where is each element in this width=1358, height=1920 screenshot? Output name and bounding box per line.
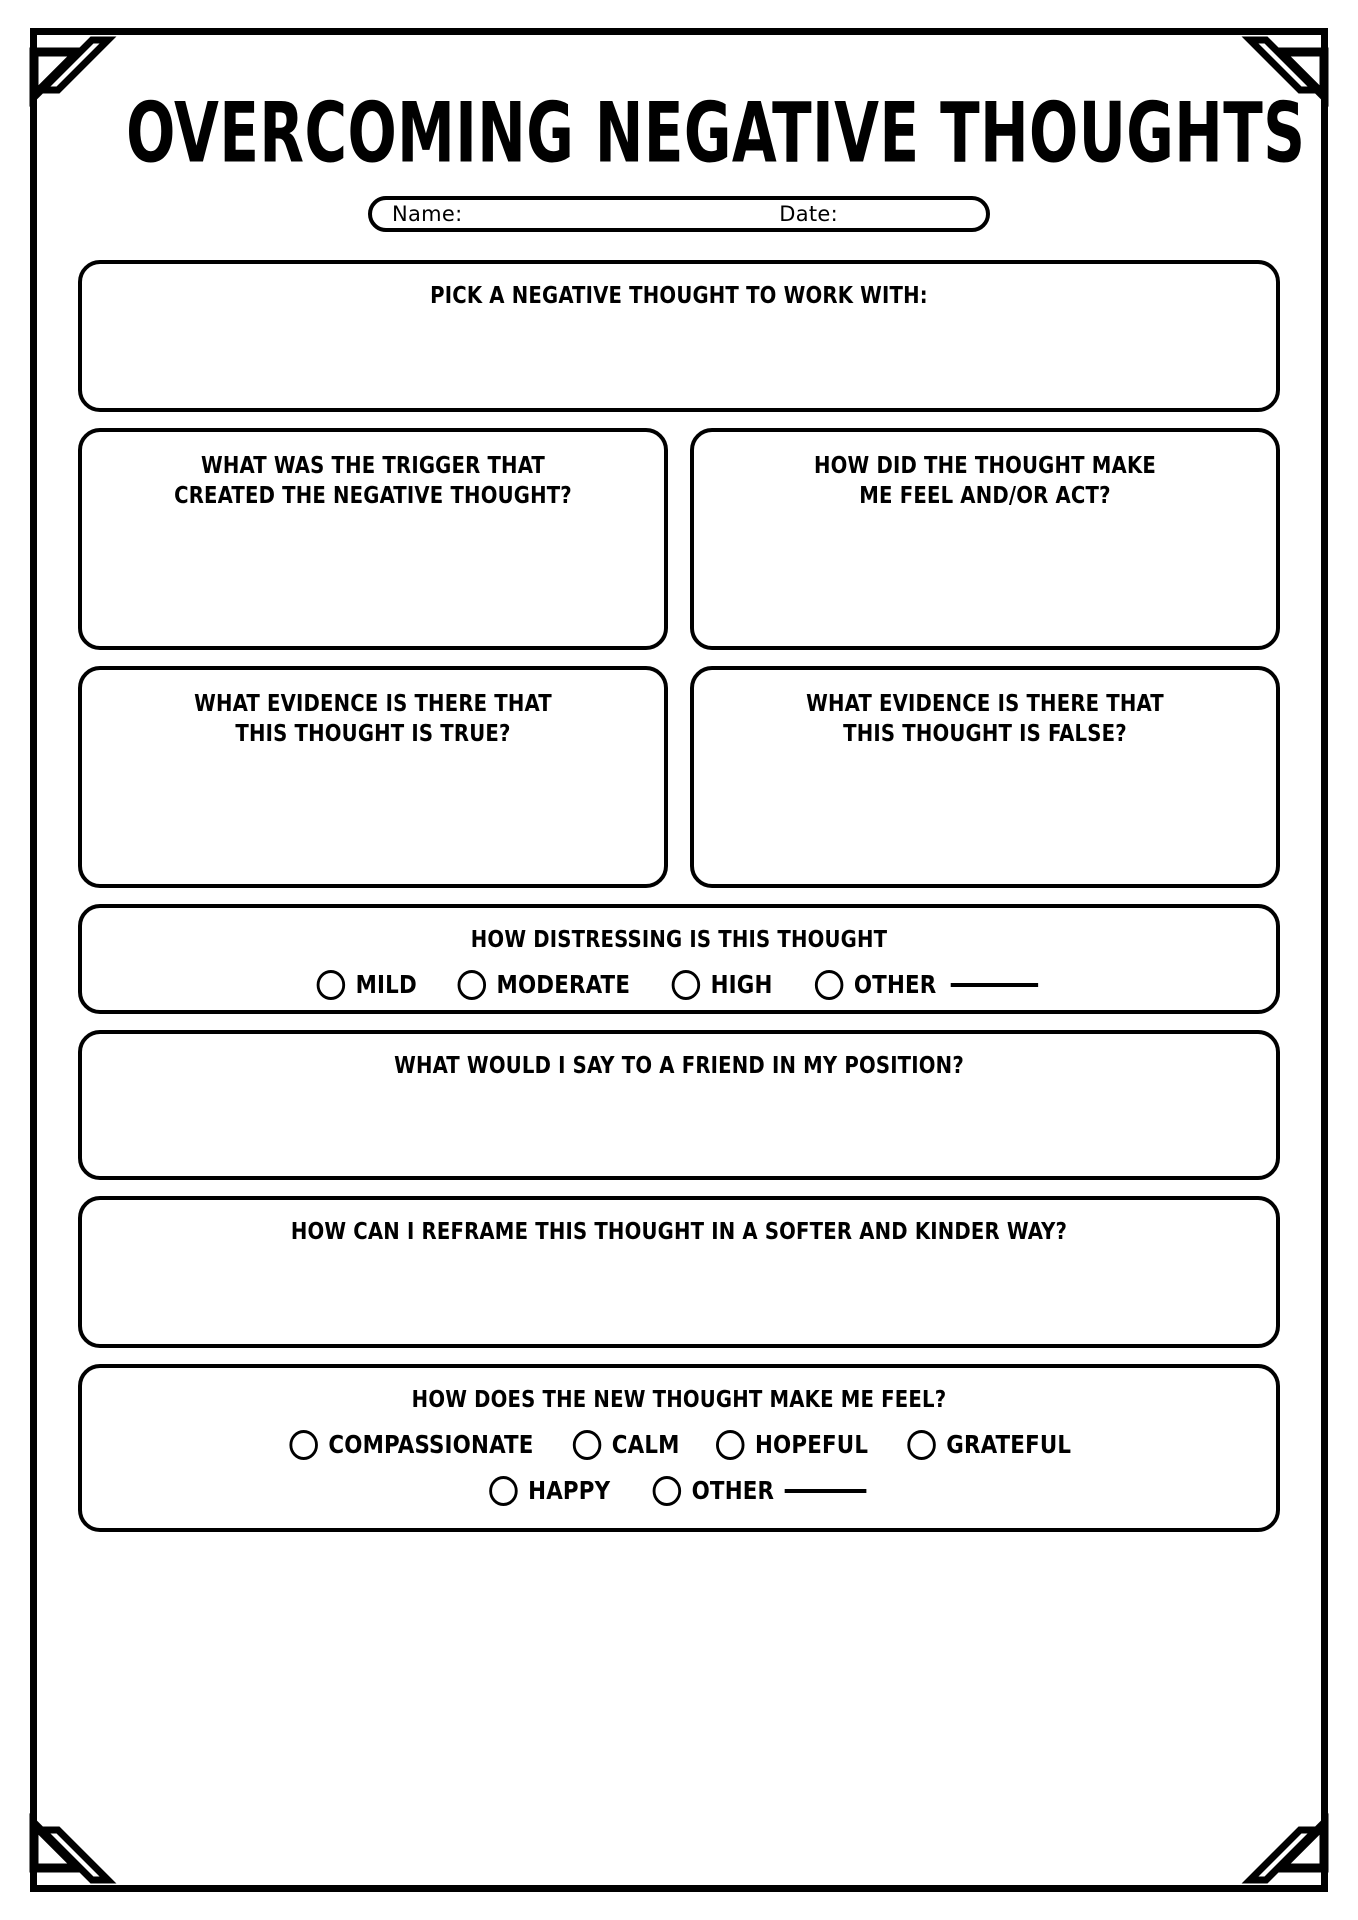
new-feeling-option-label: CALM: [611, 1430, 680, 1460]
evidence-true-label-line1: WHAT EVIDENCE IS THERE THAT: [194, 691, 552, 717]
evidence-row: [78, 666, 1280, 888]
worksheet-content: [78, 60, 1306, 1532]
new-feeling-option-label: COMPASSIONATE: [328, 1430, 534, 1460]
new-feeling-option-compassionate[interactable]: [289, 1430, 533, 1460]
new-feeling-option-label: HOPEFUL: [755, 1430, 869, 1460]
new-feeling-option-grateful[interactable]: [907, 1430, 1071, 1460]
distress-box: [78, 904, 1280, 1014]
new-feeling-label: HOW DOES THE NEW THOUGHT MAKE ME FEEL?: [411, 1387, 947, 1413]
reframe-box[interactable]: [78, 1196, 1280, 1348]
page-title: OVERCOMING NEGATIVE THOUGHTS: [126, 84, 1306, 182]
distress-label: HOW DISTRESSING IS THIS THOUGHT: [470, 927, 888, 953]
new-feeling-option-label: GRATEFUL: [945, 1430, 1071, 1460]
distress-option-high[interactable]: [672, 970, 773, 1000]
radio-icon[interactable]: [573, 1430, 602, 1460]
new-feeling-options-row-2: [82, 1460, 1276, 1506]
trigger-feeling-row: [78, 428, 1280, 650]
evidence-false-box[interactable]: [690, 666, 1280, 888]
new-feeling-option-calm[interactable]: [573, 1430, 680, 1460]
trigger-label: [97, 432, 650, 512]
evidence-false-label-line2: THIS THOUGHT IS FALSE?: [843, 720, 1127, 747]
evidence-false-label: [709, 670, 1262, 750]
new-feeling-option-hopeful[interactable]: [716, 1430, 868, 1460]
new-feeling-option-label: HAPPY: [527, 1476, 611, 1506]
radio-icon[interactable]: [289, 1430, 318, 1460]
date-label: Date:: [779, 202, 838, 226]
pick-thought-label: PICK A NEGATIVE THOUGHT TO WORK WITH:: [430, 283, 928, 309]
distress-option-moderate[interactable]: [458, 970, 631, 1000]
name-label: Name:: [392, 202, 463, 226]
distress-other-input[interactable]: [951, 982, 1038, 987]
new-feeling-options-row-1: [82, 1416, 1276, 1460]
radio-icon[interactable]: [907, 1430, 936, 1460]
trigger-label-line2: CREATED THE NEGATIVE THOUGHT?: [174, 482, 572, 509]
friend-box[interactable]: [78, 1030, 1280, 1180]
trigger-box[interactable]: [78, 428, 668, 650]
feel-act-box[interactable]: [690, 428, 1280, 650]
radio-icon[interactable]: [316, 970, 345, 1000]
new-feeling-other-input[interactable]: [785, 1488, 867, 1493]
distress-option-label: OTHER: [854, 970, 937, 1000]
radio-icon[interactable]: [458, 970, 487, 1000]
distress-option-label: MILD: [355, 970, 417, 1000]
new-feeling-option-happy[interactable]: [489, 1476, 610, 1506]
evidence-true-label-line2: THIS THOUGHT IS TRUE?: [235, 720, 511, 747]
evidence-false-label-line1: WHAT EVIDENCE IS THERE THAT: [806, 691, 1164, 717]
feel-act-label-line1: HOW DID THE THOUGHT MAKE: [814, 453, 1156, 479]
distress-option-label: HIGH: [710, 970, 773, 1000]
friend-label: WHAT WOULD I SAY TO A FRIEND IN MY POSITION?: [394, 1053, 964, 1079]
distress-option-label: MODERATE: [496, 970, 631, 1000]
distress-options: [82, 956, 1276, 1000]
feel-act-label: [709, 432, 1262, 512]
radio-icon[interactable]: [815, 970, 844, 1000]
new-feeling-option-other[interactable]: [653, 1476, 867, 1506]
reframe-label: HOW CAN I REFRAME THIS THOUGHT IN A SOFTER AND KINDER WAY?: [290, 1219, 1068, 1245]
evidence-true-box[interactable]: [78, 666, 668, 888]
radio-icon[interactable]: [716, 1430, 745, 1460]
new-feeling-box: [78, 1364, 1280, 1532]
trigger-label-line1: WHAT WAS THE TRIGGER THAT: [200, 453, 546, 479]
name-date-field-group[interactable]: [368, 196, 990, 232]
new-feeling-option-label: OTHER: [691, 1476, 775, 1506]
evidence-true-label: [97, 670, 650, 750]
radio-icon[interactable]: [672, 970, 701, 1000]
pick-thought-box[interactable]: [78, 260, 1280, 412]
distress-option-mild[interactable]: [316, 970, 416, 1000]
distress-option-other[interactable]: [815, 970, 1038, 1000]
feel-act-label-line2: ME FEEL AND/OR ACT?: [859, 482, 1111, 509]
radio-icon[interactable]: [653, 1476, 682, 1506]
radio-icon[interactable]: [489, 1476, 518, 1506]
